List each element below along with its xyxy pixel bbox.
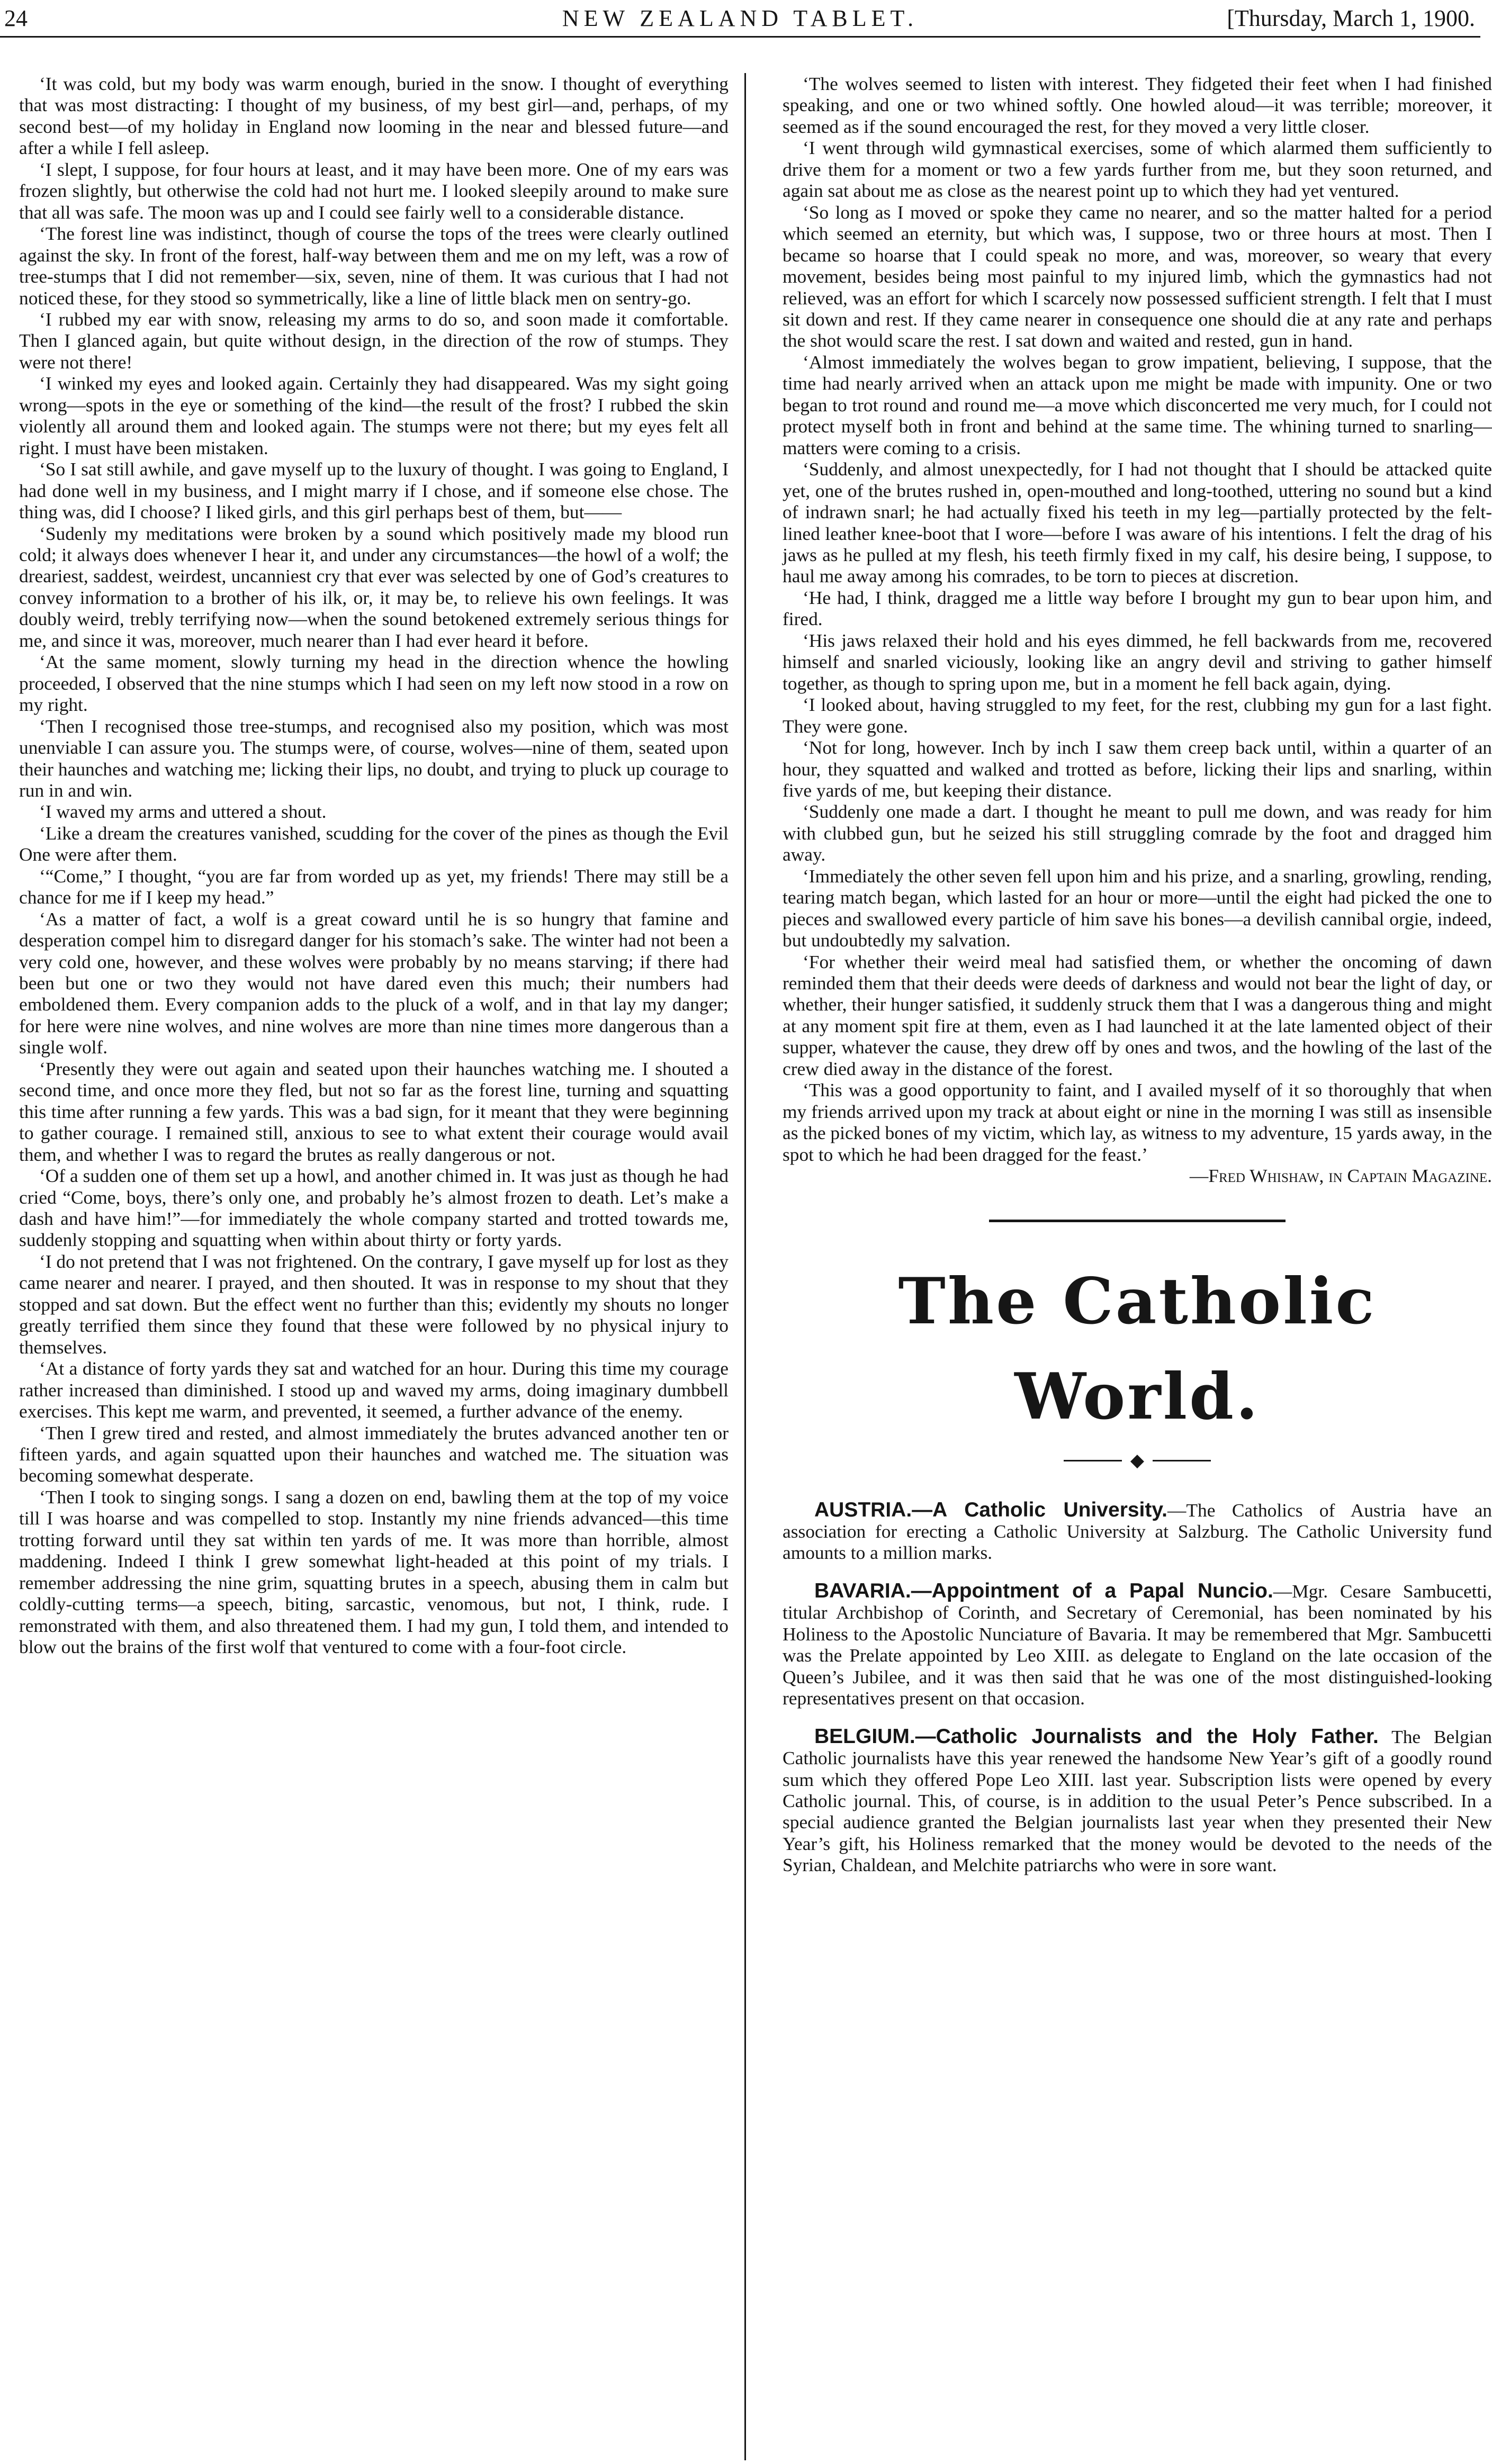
story-paragraph: ‘Then I recognised those tree-stumps, and recognised also my position, which was most unenviable I can assure you. The stumps were, of course, wolves—nine of them, seated upon their haunches and watching me; licking their lips, no doubt, and trying to pluck up courage to run in and win. <box>19 715 729 801</box>
news-item-lead: AUSTRIA.—A Catholic University. <box>814 1498 1168 1521</box>
page-number: 24 <box>4 5 28 31</box>
news-item <box>783 1500 1492 1564</box>
right-column <box>783 73 1492 2458</box>
news-items <box>783 1500 1492 1876</box>
story-paragraph: ‘For whether their weird meal had satisfied them, or whether the oncoming of dawn reminded them that their deeds were deeds of darkness and would not bear the light of day, or whether, their hunger satisfied, it suddenly struck them that I was a dangerous thing and might at any moment spit fire at them, even as I had launched it at the late lamented object of their supper, whatever the cause, they drew off by ones and twos, and the howling of the last of the crew died away in the distance of the forest. <box>783 951 1492 1079</box>
story-paragraph: ‘At the same moment, slowly turning my head in the direction whence the howling proceeded, I observed that the nine stumps which I had seen on my left now stood in a row on my right. <box>19 651 729 716</box>
story-paragraph: ‘I waved my arms and uttered a shout. <box>39 801 327 823</box>
story-paragraph: ‘As a matter of fact, a wolf is a great coward until he is so hungry that famine and desperation compel him to disregard danger for his stomach’s sake. The winter had not been a very cold one, however, and these wolves were probably by no means starving; if there had been but one or two they would not have dared even this much; their numbers had emboldened them. Every companion adds to the pluck of a wolf, and in that lay my danger; for here were nine wolves, and nine wolves are more than nine times more dangerous than a single wolf. <box>19 908 729 1058</box>
header-rule <box>0 36 1480 38</box>
story-paragraph: ‘Almost immediately the wolves began to grow impatient, believing, I suppose, that the time had nearly arrived when an attack upon me might be made with impunity. One or two began to trot round and round me—a move which disconcerted me very much, for I could not protect myself both in front and behind at the same time. The whining turned to snarling—matters were coming to a crisis. <box>783 351 1492 458</box>
story-paragraph: ‘Of a sudden one of them set up a howl, and another chimed in. It was just as though he had cried “Come, boys, there’s only one, and probably he’s almost frozen to death. Let’s make a dash and have him!”—for immediately the whole company started and trotted towards me, suddenly stopping and squatting when within about thirty or forty yards. <box>19 1165 729 1251</box>
story-paragraph: ‘It was cold, but my body was warm enough, buried in the snow. I thought of everything that was most distracting: I thought of my business, of my best girl—and, perhaps, of my second best—of my holiday in England now looming in the near and blessed future—and after a while I fell asleep. <box>19 73 729 159</box>
news-item-lead: BAVARIA.—Appointment of a Papal Nuncio. <box>814 1579 1273 1602</box>
story-signature: —Fred Whishaw, in Captain Magazine. <box>1189 1165 1492 1187</box>
story-paragraph: ‘I slept, I suppose, for four hours at least, and it may have been more. One of my ears was frozen slightly, but otherwise the cold had not hurt me. I looked sleepily around to make sure that all was safe. The moon was up and I could see fairly well to a considerable distance. <box>19 158 729 223</box>
news-item-text: The Belgian Catholic journalists have this year renewed the handsome New Year’s gift of a goodly round sum which they offered Pope Leo XIII. last year. Subscription lists were opened by every Catholic journal. This, of course, is in addition to the usual Peter’s Pence subscribed. In a special audience granted the Belgian journalists last year when they presented their New Year’s gift, his Holiness remarked that the money would be devoted to the needs of the Syrian, Chaldean, and Melchite patriarchs who were in sore want. <box>783 1726 1492 1876</box>
story-paragraph: ‘Not for long, however. Inch by inch I saw them creep back until, within a quarter of an hour, they squatted and walked and trotted as before, licking their lips and snarling, within five yards of me, but keeping their distance. <box>783 737 1492 801</box>
story-paragraph: ‘His jaws relaxed their hold and his eyes dimmed, he fell backwards from me, recovered himself and snarled viciously, looking like an angry devil and striving to gather himself together, as though to spring upon me, but in a moment he fell back again, dying. <box>783 629 1492 694</box>
story-paragraph: ‘So I sat still awhile, and gave myself up to the luxury of thought. I was going to England, I had done well in my business, and I might marry if I chose, and if someone else chose. The thing was, did I choose? I liked girls, and this girl perhaps best of them, but—— <box>19 458 729 523</box>
news-item-lead: BELGIUM.—Catholic Journalists and the Holy Father. <box>814 1725 1379 1748</box>
diamond-icon: ◆ <box>1130 1450 1145 1470</box>
news-item-text: —The Catholics of Austria have an association for erecting a Catholic University at Salzburg. The Catholic University fund amounts to a million marks. <box>783 1499 1492 1564</box>
story-paragraph: ‘At a distance of forty yards they sat and watched for an hour. During this time my courage rather increased than diminished. I stood up and waved my arms, doing imaginary dumbbell exercises. This kept me warm, and prevented, it seemed, a further advance of the enemy. <box>19 1358 729 1422</box>
story-paragraph: ‘I do not pretend that I was not frightened. On the contrary, I gave myself up for lost as they came nearer and nearer. I prayed, and then shouted. It was in response to my shout that they stopped and sat down. But the effect went no further than this; evidently my shouts no longer greatly terrified them since they found that these were followed by no physical injury to themselves. <box>19 1250 729 1358</box>
story-paragraph: ‘He had, I think, dragged me a little way before I brought my gun to bear upon him, and fired. <box>783 586 1492 630</box>
heading-ornament <box>783 1452 1492 1470</box>
section-heading: The Catholic World. <box>898 1263 1377 1434</box>
story-paragraph: ‘Then I grew tired and rested, and almost immediately the brutes advanced another ten or fifteen yards, and again squatted upon their haunches and watched me. The situation was becoming somewhat desperate. <box>19 1422 729 1486</box>
news-item <box>783 1726 1492 1876</box>
story-paragraph: ‘So long as I moved or spoke they came no nearer, and so the matter halted for a period which seemed an eternity, but which was, I suppose, two or three hours at most. Then I became so hoarse that I could speak no more, and was, moreover, so weary that every movement, besides being most painful to my injured limb, which the gymnastics had not relieved, was an effort for which I scarcely now possessed sufficient strength. I felt that I must sit down and rest. If they came nearer in consequence one should die at any rate and perhaps the shot would scare the rest. I sat down and waited and rested, gun in hand. <box>783 201 1492 351</box>
story-paragraph: ‘I winked my eyes and looked again. Certainly they had disappeared. Was my sight going wrong—spots in the eye or something of the kind—the result of the frost? I rubbed the skin violently all around them and looked again. The stumps were not there; but my eyes felt all right. I must have been mistaken. <box>19 373 729 458</box>
masthead-title: NEW ZEALAND TABLET. <box>562 5 919 31</box>
column-rule <box>744 73 746 2460</box>
story-paragraph: ‘Suddenly one made a dart. I thought he meant to pull me down, and was ready for him with clubbed gun, but he seized his still struggling comrade by the foot and dragged him away. <box>783 801 1492 865</box>
news-item-text: —Mgr. Cesare Sambucetti, titular Archbishop of Corinth, and Secretary of Ceremonial, has been nominated by his Holiness to the Apostolic Nunciature of Bavaria. It may be remembered that Mgr. Sambucetti was the Prelate appointed by Leo XIII. as delegate to England on the late occasion of the Queen’s Jubilee, and it was then said that he was one of the most distinguished-looking representatives present on that occasion. <box>783 1580 1492 1709</box>
story-paragraph: ‘Immediately the other seven fell upon him and his prize, and a snarling, growling, rending, tearing match began, which lasted for an hour or more—until the eight had picked the one to pieces and swallowed every particle of him save his bones—a devilish cannibal orgie, indeed, but undoubtedly my salvation. <box>783 865 1492 951</box>
page-header <box>0 0 1480 37</box>
left-column <box>19 73 729 2458</box>
issue-date: [Thursday, March 1, 1900. <box>1227 5 1475 31</box>
story-paragraph: ‘I looked about, having struggled to my feet, for the rest, clubbing my gun for a last fight. They were gone. <box>783 694 1492 737</box>
story-paragraph: ‘Then I took to singing songs. I sang a dozen on end, bawling them at the top of my voice till I was hoarse and was compelled to stop. Instantly my nine friends advanced—this time trotting forward until they sat within ten yards of me. It was more than horrible, almost maddening. Indeed I think I grew somewhat light-headed at this point of my trials. I remember addressing the nine grim, squatting brutes in a speech, abusing them in calm but coldly-cutting terms—a speech, biting, sarcastic, venomous, but not, I think, rude. I remonstrated with them, and also threatened them. I had my gun, I told them, and intended to blow out the brains of the first wolf that ventured to come with a four-foot circle. <box>19 1486 729 1658</box>
story-paragraph: ‘I rubbed my ear with snow, releasing my arms to do so, and soon made it comfortable. Then I glanced again, but quite without design, in the direction of the row of stumps. They were not there! <box>19 308 729 373</box>
story-paragraph: ‘“Come,” I thought, “you are far from worded up as yet, my friends! There may still be a chance for me if I keep my head.” <box>19 865 729 908</box>
story-paragraph: ‘The wolves seemed to listen with interest. They fidgeted their feet when I had finished speaking, and one or two whined softly. One howled aloud—it was terrible; moreover, it seemed as if the sound encouraged the rest, for they moved a very little closer. <box>783 73 1492 137</box>
story-paragraph: ‘The forest line was indistinct, though of course the tops of the trees were clearly outlined against the sky. In front of the forest, half-way between them and me on my left, was a row of tree-stumps that I did not remember—six, seven, nine of them. It was curious that I had not noticed these, for they stood so symmetrically, like a line of little black men on sentry-go. <box>19 223 729 309</box>
section-divider-rule <box>989 1220 1286 1222</box>
story-paragraph: ‘This was a good opportunity to faint, and I availed myself of it so thoroughly that when my friends arrived upon my track at about eight or nine in the morning I was still as insensible as the picked bones of my victim, which lay, as witness to my adventure, 15 yards away, in the spot to which he had been dragged for the feast.’ <box>783 1079 1492 1165</box>
news-item <box>783 1581 1492 1709</box>
story-paragraph: ‘I went through wild gymnastical exercises, some of which alarmed them sufficiently to drive them for a moment or two a few yards further from me, but they soon returned, and again sat about me as close as the nearest point up to which they had yet ventured. <box>783 137 1492 202</box>
story-paragraph: ‘Presently they were out again and seated upon their haunches watching me. I shouted a second time, and once more they fled, but not so far as the forest line, turning and squatting this time after running a few yards. This was a bad sign, for it meant that they were beginning to gather courage. I remained still, anxious to see to what extent their courage would avail them, and whether I was to regard the brutes as really dangerous or not. <box>19 1058 729 1165</box>
story-paragraph: ‘Like a dream the creatures vanished, scudding for the cover of the pines as though the Evil One were after them. <box>19 822 729 865</box>
story-paragraph: ‘Suddenly, and almost unexpectedly, for I had not thought that I should be attacked quite yet, one of the brutes rushed in, open-mouthed and long-toothed, uttering no sound but a kind of indrawn snarl; he had actually fixed his teeth in my leg—partially protected by the felt-lined leather knee-boot that I wore—before I was aware of his intentions. I felt the drag of his jaws as he pulled at my flesh, his teeth firmly fixed in my calf, his desire being, I suppose, to haul me away among his comrades, to be torn to pieces at discretion. <box>783 458 1492 587</box>
story-paragraph: ‘Sudenly my meditations were broken by a sound which positively made my blood run cold; it always does whenever I hear it, and under any circumstances—the howl of a wolf; the dreariest, saddest, weirdest, uncanniest cry that ever was selected by one of God’s creatures to convey information to a brother of his ilk, or, it may be, to relieve his own feelings. It was doubly weird, trebly terrifying now—when the sound betokened extremely serious things for me, and since it was, moreover, much nearer than I had ever heard it before. <box>19 522 729 651</box>
